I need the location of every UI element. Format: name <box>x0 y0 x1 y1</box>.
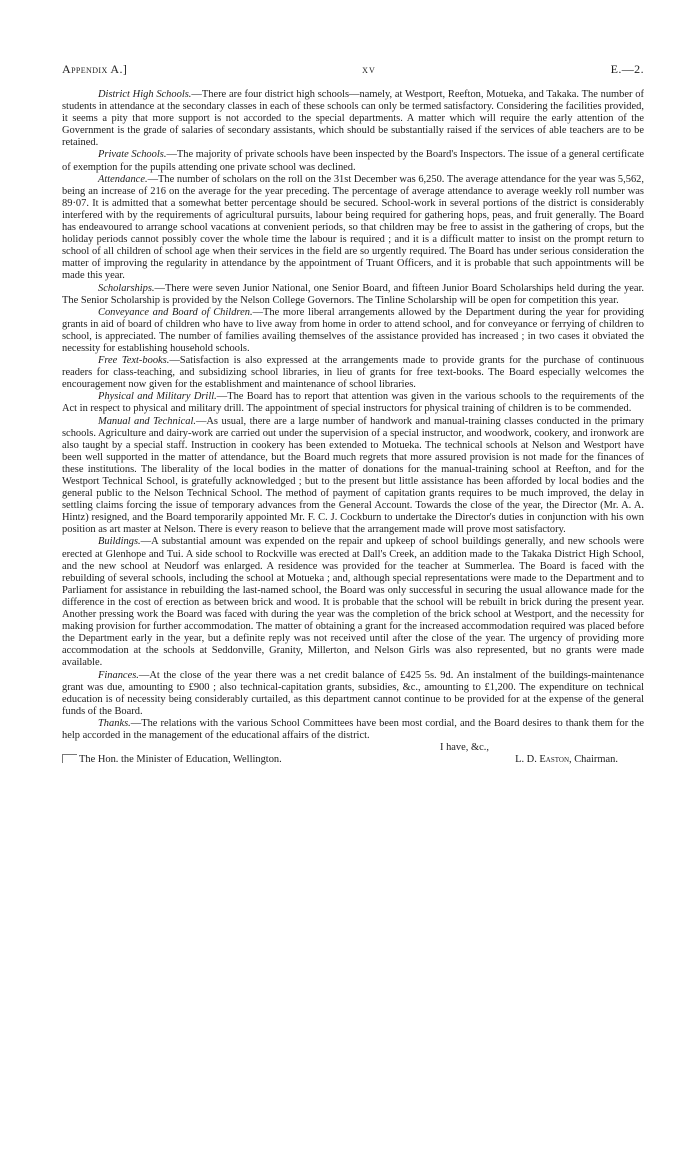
paragraph-text: —The Board has to report that attention was given in the various schools to the requirements of the Act in respect to physical and military drill. The appointment of special instructors for physical training of children is to be commended. <box>62 391 644 415</box>
paragraph-heading: Conveyance and Board of Children. <box>98 306 253 318</box>
paragraph-heading: Physical and Military Drill. <box>98 391 217 403</box>
paragraph-heading: Scholarships. <box>98 282 155 294</box>
paragraph-text: —As usual, there are a large number of handwork and manual-training classes conducted in the primary schools. Agriculture and dairy-work are carried out under the supervision of a special instructor, and woodwork, cookery, and ironwork are also taught by a special staff. Instruction in cookery has been extended to Motueka. The technical schools at Nelson and Westport have been well supported in the matter of attendance, but the Board much regrets that more assured provision is not made for the finances of these institutions. The liberality of the local bodies in the matter of donations for the manual-training school at Reefton, and for the Westport Technical School, is gratefully acknowledged ; but to the present but little assistance has been afforded by local bodies and the general public to the Nelson Technical School. The method of payment of capitation grants requires to be much improved, the delay in settling claims forcing the issue of temporary advances from the General Account. Towards the close of the year, the Director (Mr. A. A. Hintz) resigned, and the Board temporarily appointed Mr. F. C. J. Cockburn to undertake the Director's duties in conjunction with his own position as art master at Nelson. There is every reason to believe that the arrangement made will prove most satisfactory. <box>62 415 644 536</box>
paragraph-heading: Thanks. <box>98 717 131 729</box>
paragraph-attendance <box>62 174 644 283</box>
document-page <box>62 62 644 766</box>
paragraph-text: —A substantial amount was expended on the repair and upkeep of school buildings generally, and new schools were erected at Glenhope and Tui. A side school to Rockville was erected at Dall's Creek, an addition made to the Takaka District High School, and the new school at Neudorf was enlarged. A residence was provided for the teacher at Summerlea. The Board is faced with the rebuilding of several schools, including the school at Motueka ; and, although special representations were made to the Department and to Parliament for assistance in rebuilding the last-named school, the Board was only successful in securing the usual allowance made for the difference in the cost of erection as between brick and wood. It is probable that the school will be rebuilt in brick during the present year. Another pressing work the Board was faced with during the year was the completion of the brick school at Westport, and the necessity for making provision for further accommodation. The matter of obtaining a grant for the increased accommodation required was placed before the Department early in the year, but a definite reply was not received until after the close of the year. The urgency of providing more accommodation at the schools at Seddonville, Granity, Millerton, and Nelson Girls was also represented, but no grants were made available. <box>62 536 644 669</box>
paragraph-private-schools <box>62 149 644 173</box>
paragraph-heading: Buildings. <box>98 536 141 548</box>
closing-block <box>62 742 644 766</box>
paragraph-heading: Manual and Technical. <box>98 415 196 427</box>
paragraph-heading: Finances. <box>98 669 139 681</box>
signatory-title: , Chairman. <box>569 754 618 766</box>
paragraph-thanks <box>62 718 644 742</box>
paragraph-heading: Private Schools. <box>98 149 167 161</box>
paragraph-conveyance <box>62 307 644 355</box>
paragraph-heading: Attendance. <box>98 173 148 185</box>
paragraph-text: —At the close of the year there was a net credit balance of £425 5s. 9d. An instalment of the buildings-maintenance grant was due, amounting to £900 ; also technical-capitation grants, subsidies, &c., amounting to £1,200. The expenditure on technical education is of necessity being considerably curtailed, as this department cannot continue to be provided for at the expense of the general funds of the Board. <box>62 669 644 717</box>
paragraph-text: —The relations with the various School Committees have been most cordial, and the Board desires to thank them for the help accorded in the management of the educational affairs of the district. <box>62 717 644 741</box>
signatory-name: L. D. Easton <box>515 754 569 766</box>
signature-line <box>62 754 644 766</box>
bracket-mark-icon <box>62 754 77 763</box>
paragraph-text: —There were seven Junior National, one Senior Board, and fifteen Junior Board Scholarships held during the year. The Senior Scholarship is provided by the Nelson College Governors. The Tinline Scholarship will be open for competition this year. <box>62 282 644 306</box>
paragraph-buildings <box>62 536 644 669</box>
paragraph-text: —Satisfaction is also expressed at the arrangements made to provide grants for the purchase of continuous readers for class-teaching, and subsidizing school libraries, in lieu of grants for free text-books. The Board especially welcomes the encouragement now given for the establishment and maintenance of school libraries. <box>62 355 644 391</box>
report-body <box>62 89 644 742</box>
header-page-number: xv <box>362 62 376 76</box>
paragraph-manual-technical <box>62 416 644 537</box>
paragraph-text: —There are four district high schools—namely, at Westport, Reefton, Motueka, and Takaka. The number of students in attendance at the secondary classes in each of these schools can only be termed satisfactory. Considering the facilities provided, it seems a pity that more support is not accorded to the special departments. A matter which will require the early attention of the Government is the grade of salaries of secondary assistants, which should be substantially raised if the services of able teachers are to be retained. <box>62 89 644 149</box>
paragraph-district-high-schools <box>62 89 644 149</box>
addressee <box>62 754 282 766</box>
paragraph-finances <box>62 670 644 718</box>
paragraph-text: —The number of scholars on the roll on the 31st December was 6,250. The average attendance for the year was 5,562, being an increase of 216 on the average for the year preceding. The percentage of average attendance to average weekly roll number was 89·07. It is admitted that a somewhat better percentage should be secured. School-work in several portions of the district is considerably interfered with by the requirements of agricultural pursuits, labour being required for gathering hops, peas, and fruit generally. The Board has endeavoured to arrange school vacations at convenient periods, so that children may be free to assist in the gathering of crops, but the holiday periods cannot possibly cover the whole time the labour is required ; and it is a difficult matter to insist on the prompt return to school of all children of school age when their services in the field are so urgently required. The Board has under serious consideration the matter of improving the regularity in attendance by the appointment of Truant Officers, and it is probable that such appointments will be made this year. <box>62 173 644 282</box>
paragraph-text: —The majority of private schools have been inspected by the Board's Inspectors. The issue of a general certificate of exemption for the pupils attending one private school was declined. <box>62 149 644 173</box>
paragraph-heading: Free Text-books. <box>98 355 170 367</box>
page-header <box>62 62 644 77</box>
paragraph-physical-drill <box>62 391 644 415</box>
signatory <box>515 754 618 766</box>
header-paper-code: E.—2. <box>610 62 644 76</box>
addressee-text: The Hon. the Minister of Education, Wellington. <box>79 754 282 766</box>
paragraph-free-text-books <box>62 355 644 391</box>
header-appendix: Appendix A.] <box>62 62 128 76</box>
closing-salutation: I have, &c., <box>440 742 489 754</box>
paragraph-heading: District High Schools. <box>98 89 192 100</box>
paragraph-text: —The more liberal arrangements allowed by the Department during the year for providing grants in aid of board of children who have to live away from home in order to attend school, and for conveyance or ferrying of children to school, is appreciated. The number of families availing themselves of the assistance provided has increased ; in two cases it obviated the necessity for establishing household schools. <box>62 306 644 354</box>
paragraph-scholarships <box>62 283 644 307</box>
